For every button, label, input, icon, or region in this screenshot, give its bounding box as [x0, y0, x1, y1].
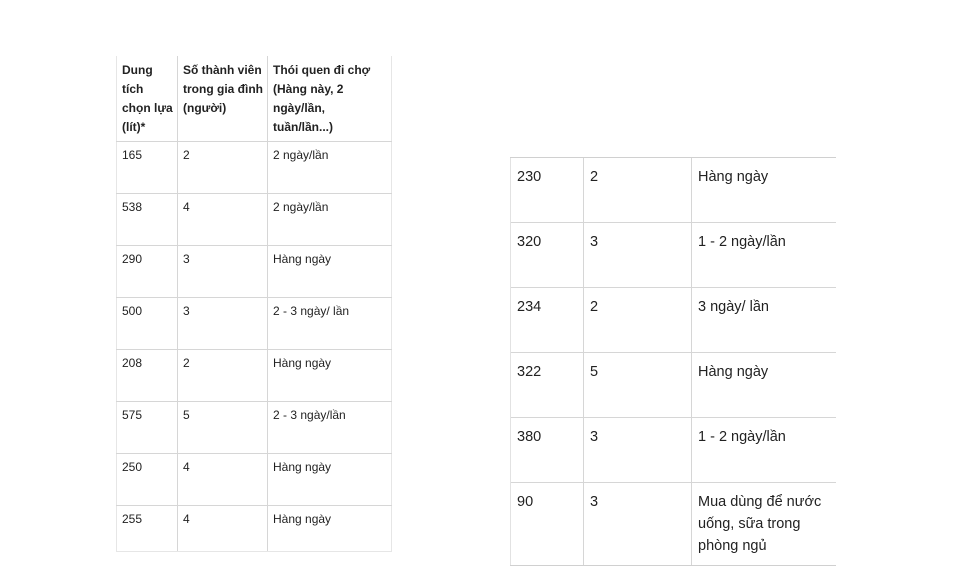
- habit-cell: 2 ngày/lần: [268, 142, 392, 194]
- table-row: [117, 454, 392, 506]
- table-row: [117, 402, 392, 454]
- header-shopping-habit: Thói quen đi chợ (Hàng này, 2 ngày/lần, tuần/lần...): [268, 56, 392, 142]
- capacity-cell: 234: [511, 288, 584, 353]
- capacity-cell: 500: [117, 298, 178, 350]
- capacity-cell: 230: [511, 158, 584, 223]
- table-row: [117, 298, 392, 350]
- members-cell: 5: [584, 353, 692, 418]
- capacity-cell: 165: [117, 142, 178, 194]
- members-cell: 4: [178, 454, 268, 506]
- table-row: [117, 350, 392, 402]
- capacity-cell: 322: [511, 353, 584, 418]
- table-row: [511, 418, 836, 483]
- members-cell: 2: [178, 142, 268, 194]
- table-row: [511, 353, 836, 418]
- habit-cell: Mua dùng để nước uống, sữa trong phòng ngủ: [692, 483, 836, 566]
- habit-cell: Hàng ngày: [692, 353, 836, 418]
- members-cell: 2: [584, 158, 692, 223]
- habit-cell: 3 ngày/ lần: [692, 288, 836, 353]
- survey-table-left: [116, 56, 392, 552]
- capacity-cell: 208: [117, 350, 178, 402]
- members-cell: 3: [178, 246, 268, 298]
- members-cell: 5: [178, 402, 268, 454]
- capacity-cell: 538: [117, 194, 178, 246]
- capacity-cell: 255: [117, 506, 178, 552]
- habit-cell: Hàng ngày: [692, 158, 836, 223]
- table-row: [117, 142, 392, 194]
- capacity-cell: 380: [511, 418, 584, 483]
- table-row: [511, 158, 836, 223]
- members-cell: 3: [178, 298, 268, 350]
- habit-cell: 1 - 2 ngày/lần: [692, 223, 836, 288]
- capacity-cell: 250: [117, 454, 178, 506]
- survey-table-right: [510, 157, 836, 566]
- habit-cell: Hàng ngày: [268, 506, 392, 552]
- table-row: [511, 483, 836, 566]
- table-row: [511, 223, 836, 288]
- habit-cell: 1 - 2 ngày/lần: [692, 418, 836, 483]
- header-capacity: Dung tích chọn lựa (lít)*: [117, 56, 178, 142]
- habit-cell: Hàng ngày: [268, 246, 392, 298]
- habit-cell: 2 - 3 ngày/lần: [268, 402, 392, 454]
- members-cell: 2: [584, 288, 692, 353]
- table-row: [117, 246, 392, 298]
- members-cell: 3: [584, 483, 692, 566]
- members-cell: 3: [584, 223, 692, 288]
- table-row: [511, 288, 836, 353]
- members-cell: 2: [178, 350, 268, 402]
- members-cell: 4: [178, 194, 268, 246]
- table-row: [117, 506, 392, 552]
- capacity-cell: 290: [117, 246, 178, 298]
- habit-cell: Hàng ngày: [268, 454, 392, 506]
- header-row: [117, 56, 392, 142]
- habit-cell: 2 ngày/lần: [268, 194, 392, 246]
- members-cell: 4: [178, 506, 268, 552]
- habit-cell: Hàng ngày: [268, 350, 392, 402]
- table-row: [117, 194, 392, 246]
- header-family-members: Số thành viên trong gia đình (người): [178, 56, 268, 142]
- capacity-cell: 320: [511, 223, 584, 288]
- habit-cell: 2 - 3 ngày/ lần: [268, 298, 392, 350]
- capacity-cell: 575: [117, 402, 178, 454]
- members-cell: 3: [584, 418, 692, 483]
- capacity-cell: 90: [511, 483, 584, 566]
